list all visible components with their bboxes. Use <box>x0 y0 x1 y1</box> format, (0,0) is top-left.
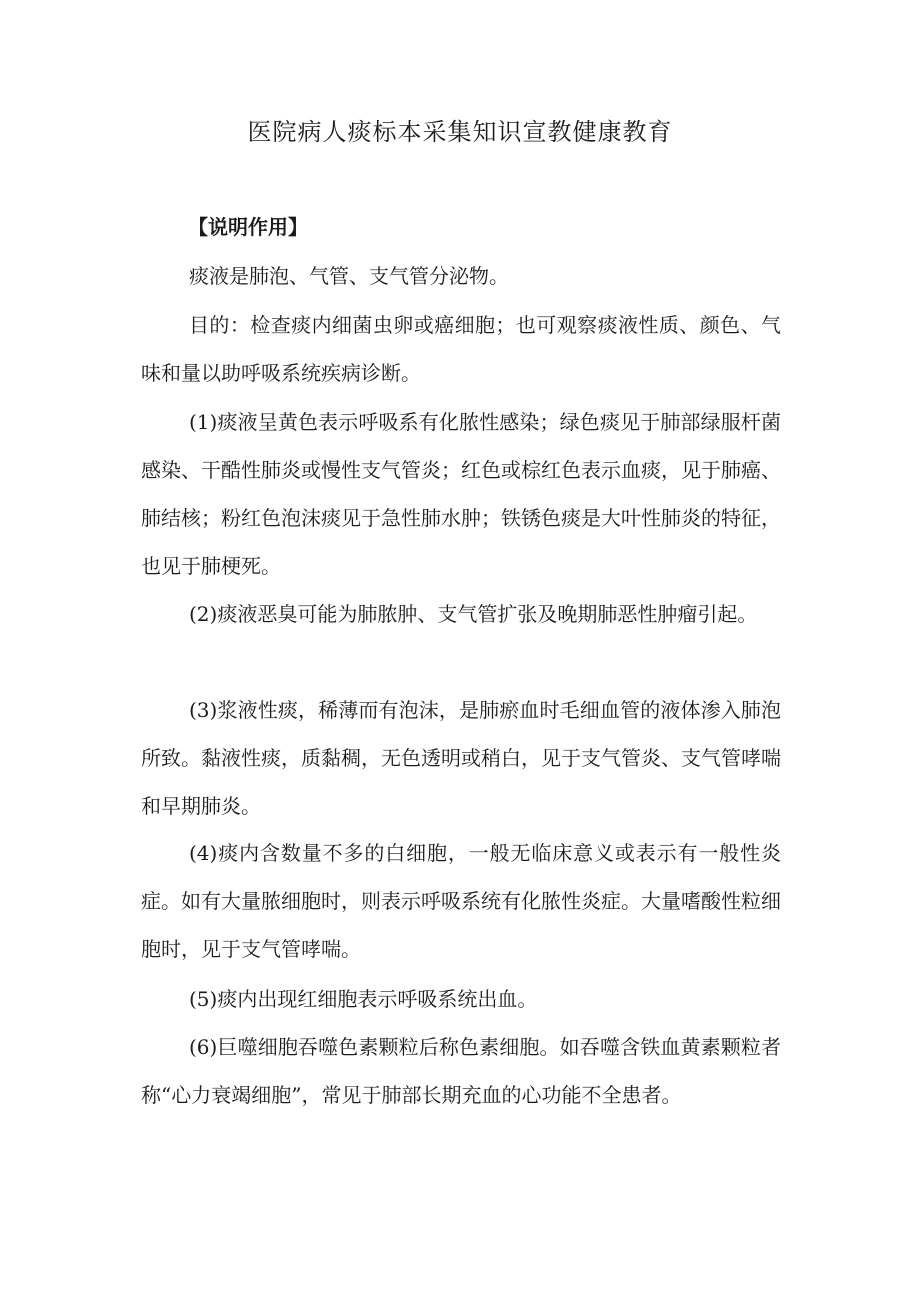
paragraph-item-5: (5)痰内出现红细胞表示呼吸系统出血。 <box>189 987 538 1011</box>
paragraph-definition: 痰液是肺泡、气管、支气管分泌物。 <box>189 264 509 288</box>
paragraph-item-6: (6)巨噬细胞吞噬色素颗粒后称色素细胞。如吞噬含铁血黄素颗粒者称“心力衰竭细胞”，常见于肺部长期充血的心功能不全患者。 <box>141 1035 781 1107</box>
paragraph-item-2: (2)痰液恶臭可能为肺脓肿、支气管扩张及晚期肺恶性肿瘤引起。 <box>189 602 758 626</box>
paragraph-purpose: 目的：检查痰内细菌虫卵或癌细胞；也可观察痰液性质、颜色、气味和量以助呼吸系统疾病诊断。 <box>141 313 781 385</box>
document-title: 医院病人痰标本采集知识宣教健康教育 <box>247 118 673 146</box>
paragraph-item-3: (3)浆液性痰，稀薄而有泡沫，是肺瘀血时毛细血管的液体渗入肺泡所致。黏液性痰，质黏稠，无色透明或稍白，见于支气管炎、支气管哮喘和早期肺炎。 <box>141 698 781 818</box>
section-heading: 【说明作用】 <box>188 215 308 239</box>
paragraph-item-1: (1)痰液呈黄色表示呼吸系有化脓性感染；绿色痰见于肺部绿服杆菌感染、干酷性肺炎或慢性支气管炎；红色或棕红色表示血痰，见于肺癌、肺结核；粉红色泡沫痰见于急性肺水肿；铁锈色痰是大叶性肺炎的特征，也见于肺梗死。 <box>141 410 781 578</box>
paragraph-item-4: (4)痰内含数量不多的白细胞，一般无临床意义或表示有一般性炎症。如有大量脓细胞时，则表示呼吸系统有化脓性炎症。大量嗜酸性粒细胞时，见于支气管哮喘。 <box>141 841 781 961</box>
